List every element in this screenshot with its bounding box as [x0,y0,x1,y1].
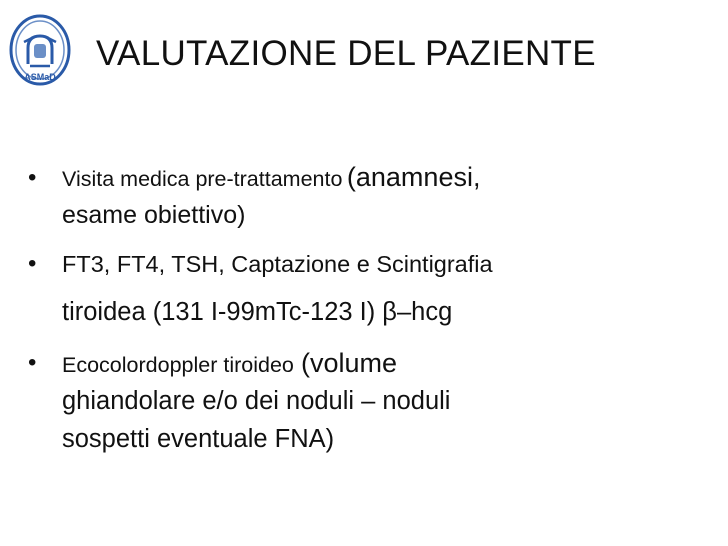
bullet-marker: • [28,164,37,191]
asmad-logo [8,14,72,92]
bullet-text-small: Visita medica pre-trattamento [62,167,343,191]
bullet-marker: • [28,349,37,376]
slide-title: VALUTAZIONE DEL PAZIENTE [96,34,596,73]
bullet-line: ghiandolare e/o dei noduli – noduli [62,387,451,415]
bullet-marker: • [28,250,37,277]
bullet-line: esame obiettivo) [62,201,246,229]
bullet-item-esami [28,244,708,344]
bullet-text-small: Ecocolordoppler tiroideo [62,353,294,377]
asmad-logo-text: ASMaD [24,72,56,82]
bullet-line [62,158,708,197]
asmad-logo-icon [8,14,72,92]
bullet-line: FT3, FT4, TSH, Captazione e Scintigrafia [62,251,493,277]
bullet-line: tiroidea (131 I-99mTc-123 I) β–hcg [62,298,453,326]
bullet-line [62,344,708,382]
bullet-line: sospetti eventuale FNA) [62,425,335,453]
bullet-item-visita [28,158,708,234]
bullet-item-ecocolordoppler [28,344,708,458]
bullet-text-large: (anamnesi, [346,162,481,192]
bullet-list [28,158,708,458]
bullet-text-large: (volume [300,348,397,378]
